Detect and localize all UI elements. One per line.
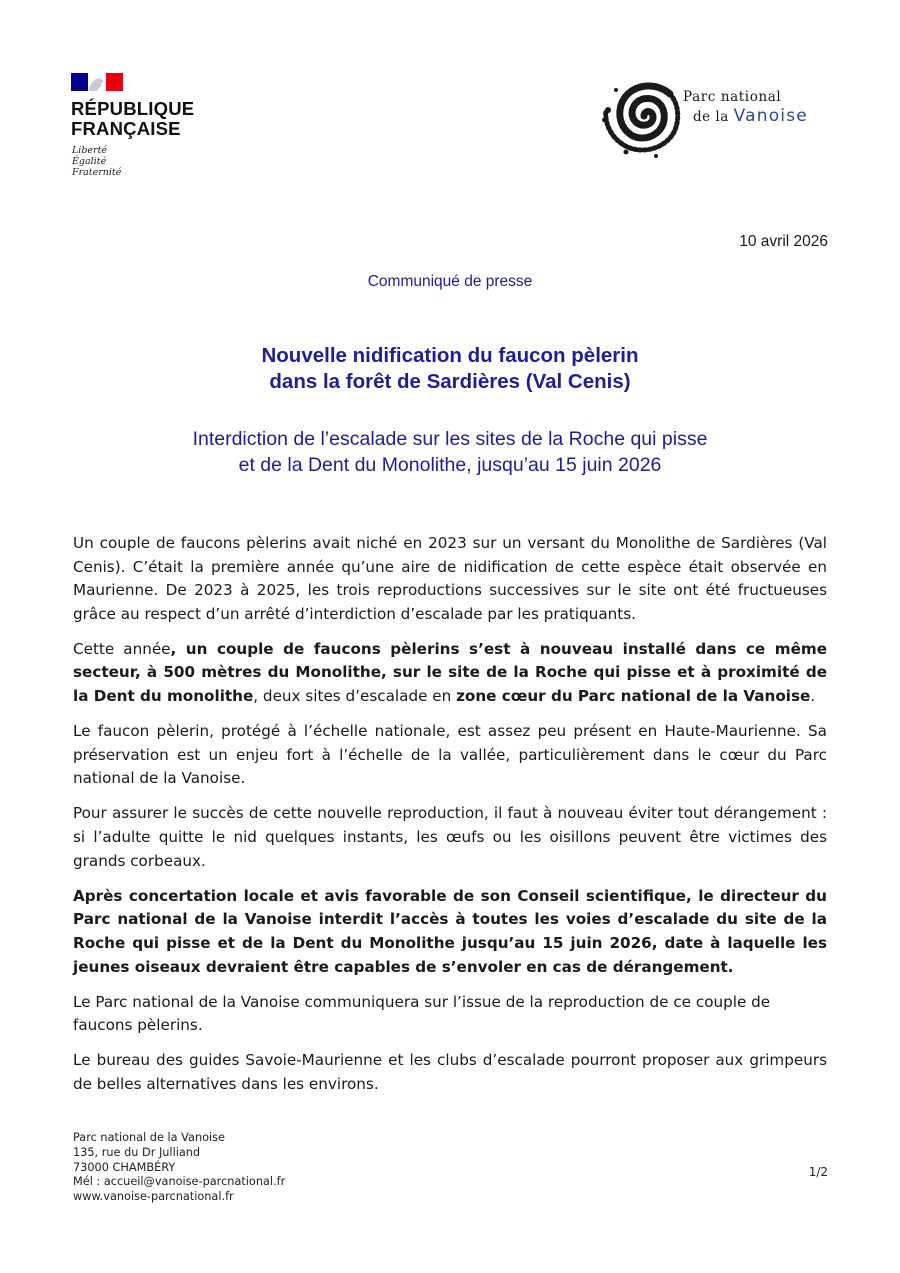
body-text [73, 532, 827, 1108]
footer-city: 73000 CHAMBÉRY [73, 1160, 176, 1174]
francaise-line: FRANÇAISE [71, 118, 181, 139]
paragraph-6: Le Parc national de la Vanoise communiquera sur l’issue de la reproduction de ce couple de faucons pèlerins. [73, 992, 771, 1035]
paragraph-4: Pour assurer le succès de cette nouvelle reproduction, il faut à nouveau éviter tout dérangement : si l’adulte quitte le nid quelques instants, les œufs ou les oisillons peuvent être victimes des grands corbeaux. [73, 804, 827, 870]
footer-address [73, 1131, 285, 1205]
subtitle-line-2: et de la Dent du Monolithe, jusqu’au 15 juin 2026 [238, 454, 662, 476]
paragraph-1: Un couple de faucons pèlerins avait niché en 2023 sur un versant du Monolithe de Sardières (Val Cenis). C’était la première année qu’une aire de nidification de cette espèce était observée en Maurienne. De 2023 à 2025, les trois reproductions successives sur le site ont été fructueuses grâce au respect d’un arrêté d’interdiction d’escalade par les pratiquants. [73, 534, 827, 623]
de-la-vanoise-label [693, 106, 808, 126]
p2-part-a: Cette année [73, 639, 171, 658]
footer-street: 135, rue du Dr Julliand [73, 1145, 201, 1159]
p2-bold-d: zone cœur du Parc national de la Vanoise [456, 687, 811, 706]
motto-egalite: Égalité [72, 156, 107, 167]
paragraph-5 [73, 885, 827, 979]
motto-fraternite: Fraternité [72, 167, 122, 178]
title-line-1: Nouvelle nidification du faucon pèlerin [261, 344, 639, 367]
p5-bold: Après concertation locale et avis favorable de son Conseil scientifique, le directeur du Parc national de la Vanoise interdit l’accès à toutes les voies d’escalade du site de la Roche qui pisse et de la Dent du Monolithe jusqu’au 15 juin 2026, date à laquelle les jeunes oiseaux devraient être capables de s’envoler en cas de dérangement. [73, 886, 827, 976]
paragraph-7: Le bureau des guides Savoie-Maurienne et les clubs d’escalade pourront proposer aux grimpeurs de belles alternatives dans les environs. [73, 1051, 827, 1093]
subtitle [0, 426, 900, 478]
paragraph-3: Le faucon pèlerin, protégé à l’échelle nationale, est assez peu présent en Haute-Maurienne. Sa préservation est un enjeu fort à l’échelle de la vallée, particulièrement dans le cœur du Parc national de la Vanoise. [73, 722, 827, 788]
footer-website: www.vanoise-parcnational.fr [73, 1190, 234, 1204]
press-release-label: Communiqué de presse [367, 273, 533, 290]
republique-motto [72, 145, 121, 178]
de-la-prefix: de la [693, 109, 729, 125]
p2-bold-b: , un couple de faucons pèlerins s’est à nouveau installé dans ce même secteur, à 500 mètres du Monolithe, sur le site de la Roche qui pisse et à proximité de la Dent du monolithe [73, 639, 827, 706]
marianne-flag-logo [71, 73, 123, 91]
main-title [0, 343, 900, 395]
republique-francaise-title [71, 99, 194, 139]
footer-org: Parc national de la Vanoise [73, 1131, 225, 1144]
parc-national-label: Parc national [683, 89, 782, 105]
footer-email: Mél : accueil@vanoise-parcnational.fr [73, 1175, 286, 1189]
p2-part-c: , deux sites d’escalade en [253, 687, 457, 706]
motto-liberte: Liberté [72, 145, 108, 156]
vanoise-brand: Vanoise [733, 106, 808, 126]
republique-line: RÉPUBLIQUE [71, 98, 195, 119]
page-number: 1/2 [808, 1165, 828, 1179]
paragraph-2 [73, 638, 827, 709]
title-line-2: dans la forêt de Sardières (Val Cenis) [269, 370, 631, 393]
p2-part-e: . [810, 687, 816, 706]
subtitle-line-1: Interdiction de l’escalade sur les sites de la Roche qui pisse [192, 428, 708, 450]
document-date: 10 avril 2026 [739, 233, 828, 250]
vanoise-spiral-logo [596, 70, 688, 162]
